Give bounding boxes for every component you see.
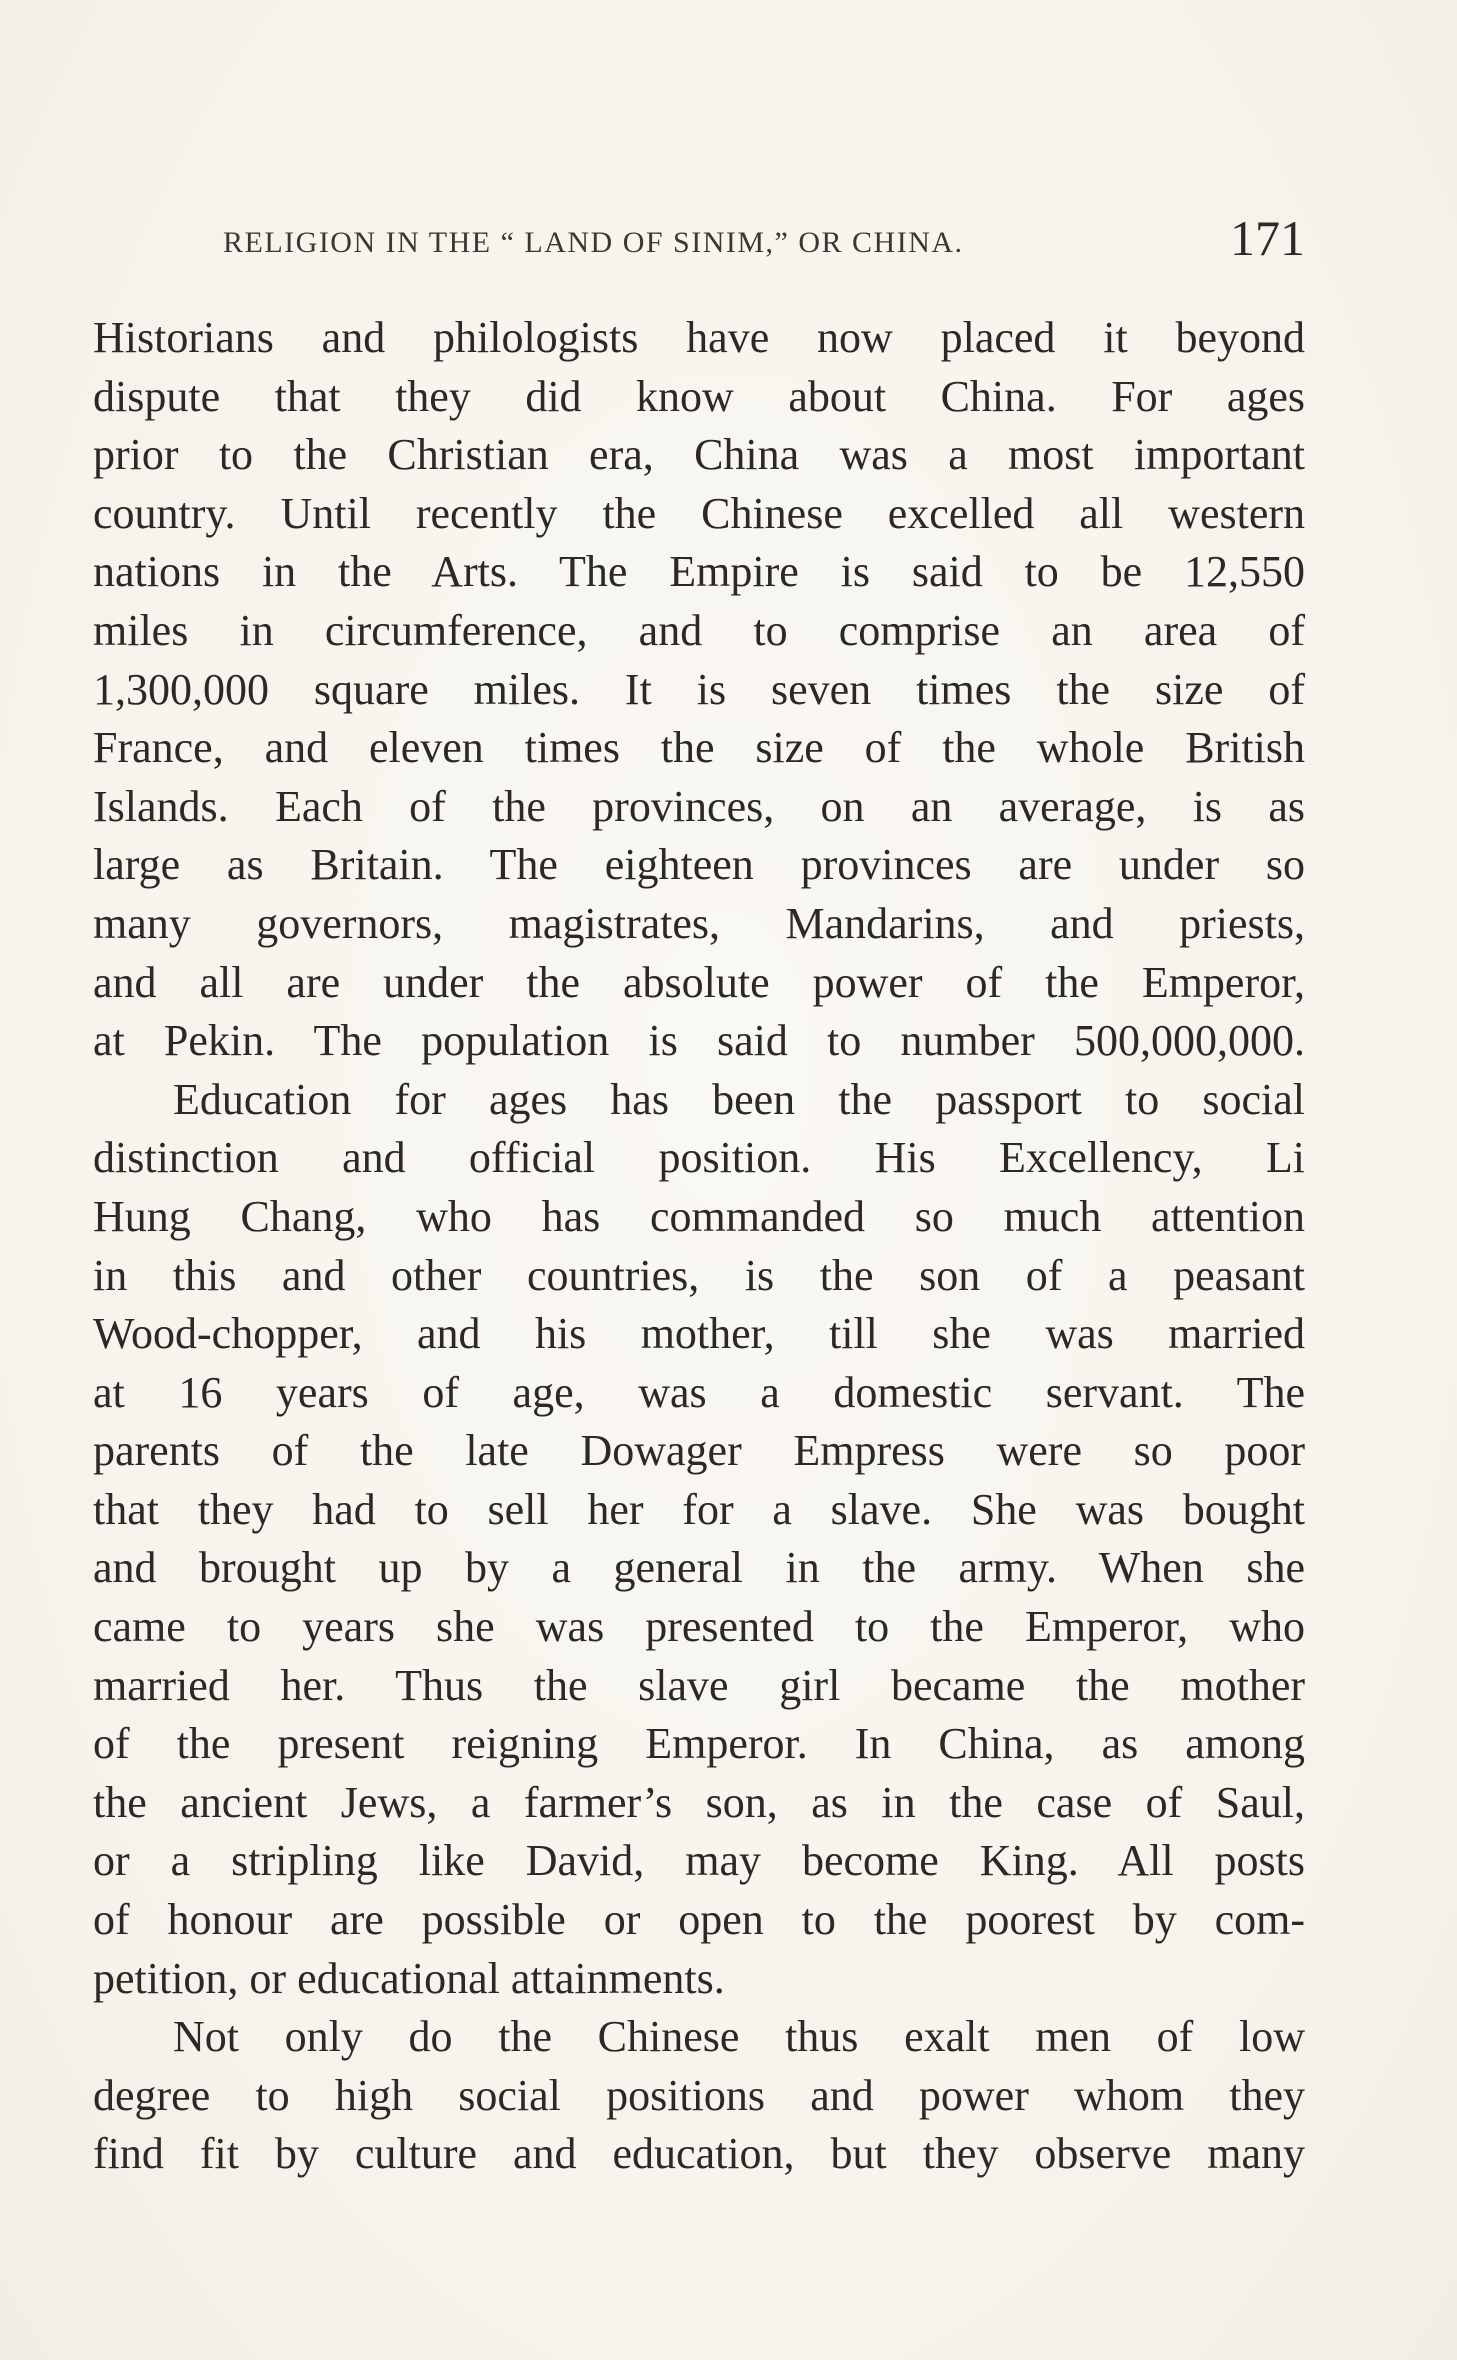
text-line: many governors, magistrates, Mandarins, and priests, — [93, 898, 1305, 948]
running-title: RELIGION IN THE “ LAND OF SINIM,” OR CHINA. — [223, 226, 964, 259]
text-line: Hung Chang, who has commanded so much attention — [93, 1191, 1305, 1241]
text-line: married her. Thus the slave girl became the mother — [93, 1660, 1305, 1710]
text-line: Education for ages has been the passport to social — [173, 1074, 1305, 1124]
text-line: distinction and official position. His Excellency, Li — [93, 1133, 1305, 1183]
text-line: the ancient Jews, a farmer’s son, as in the case of Saul, — [93, 1777, 1305, 1827]
page-number: 171 — [1230, 210, 1305, 266]
text-line: petition, or educational attainments. — [93, 1953, 725, 2003]
text-line: of the present reigning Emperor. In China, as among — [93, 1719, 1305, 1769]
text-line: Historians and philologists have now placed it beyond — [93, 313, 1305, 362]
text-line: prior to the Christian era, China was a most important — [93, 430, 1305, 480]
text-line: at 16 years of age, was a domestic servant. The — [93, 1367, 1305, 1417]
text-line: dispute that they did know about China. For ages — [93, 371, 1305, 421]
text-line: France, and eleven times the size of the whole British — [93, 723, 1305, 773]
text-line: degree to high social positions and power whom they — [93, 2070, 1305, 2120]
text-line: Not only do the Chinese thus exalt men of low — [173, 2012, 1305, 2062]
text-line: or a stripling like David, may become King. All posts — [93, 1836, 1305, 1886]
text-line: 1,300,000 square miles. It is seven times the size of — [93, 664, 1305, 714]
text-line: that they had to sell her for a slave. She was bought — [93, 1484, 1305, 1534]
text-line: in this and other countries, is the son of a peasant — [93, 1250, 1305, 1300]
text-line: large as Britain. The eighteen provinces are under so — [93, 840, 1305, 890]
text-line: at Pekin. The population is said to number 500,000,000. — [93, 1016, 1305, 1066]
text-line: of honour are possible or open to the poorest by com- — [93, 1895, 1305, 1945]
text-line: find fit by culture and education, but they observe many — [93, 2129, 1305, 2179]
text-line: and brought up by a general in the army. When she — [93, 1543, 1305, 1593]
text-line: miles in circumference, and to comprise an area of — [93, 605, 1305, 655]
text-line: and all are under the absolute power of the Emperor, — [93, 957, 1305, 1007]
text-line: country. Until recently the Chinese excelled all western — [93, 488, 1305, 538]
text-line: Islands. Each of the provinces, on an average, is as — [93, 781, 1305, 831]
running-head — [93, 212, 1305, 272]
text-line: nations in the Arts. The Empire is said to be 12,550 — [93, 547, 1305, 597]
text-line: came to years she was presented to the Emperor, who — [93, 1602, 1305, 1652]
body-text — [93, 309, 1305, 2184]
text-line: Wood-chopper, and his mother, till she was married — [93, 1309, 1305, 1359]
text-line: parents of the late Dowager Empress were so poor — [93, 1426, 1305, 1476]
